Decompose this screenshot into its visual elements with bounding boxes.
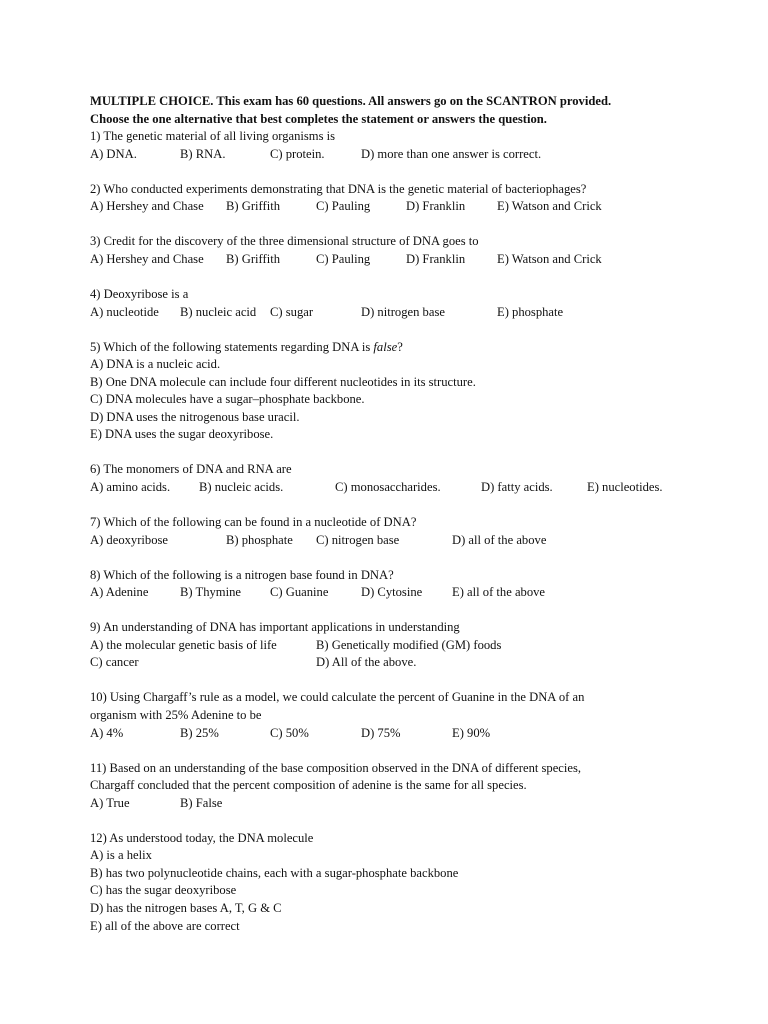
answer-options: [90, 532, 730, 550]
option-a: A) True: [90, 795, 130, 810]
option-c: C) monosaccharides.: [335, 480, 441, 495]
option-d: D) Franklin: [406, 199, 466, 214]
option-b: B) 25%: [180, 725, 219, 740]
answer-options: [90, 198, 730, 216]
option-b: B) Genetically modified (GM) foods: [316, 637, 502, 652]
option-c: C) Pauling: [316, 199, 371, 214]
option-a: A) 4%: [90, 725, 124, 740]
option-e: E) all of the above: [452, 585, 546, 600]
question-stem: 1) The genetic material of all living organisms is: [90, 129, 336, 144]
option-c: C) Pauling: [316, 251, 371, 266]
question-stem: 12) As understood today, the DNA molecule: [90, 830, 314, 845]
option-b: B) One DNA molecule can include four different nucleotides in its structure.: [90, 374, 476, 389]
option-c: C) protein.: [270, 146, 325, 161]
option-b: B) Griffith: [226, 199, 280, 214]
answer-options: [90, 725, 730, 743]
option-e: E) DNA uses the sugar deoxyribose.: [90, 427, 274, 442]
question-stem: 3) Credit for the discovery of the three dimensional structure of DNA goes to: [90, 234, 479, 249]
option-b: B) Thymine: [180, 585, 241, 600]
option-d: D) fatty acids.: [481, 480, 553, 495]
answer-options: [90, 584, 730, 602]
option-d: D) DNA uses the nitrogenous base uracil.: [90, 409, 300, 424]
option-d: D) All of the above.: [316, 655, 417, 670]
option-d: D) has the nitrogen bases A, T, G & C: [90, 901, 282, 916]
option-c: C) has the sugar deoxyribose: [90, 883, 237, 898]
option-a: A) Adenine: [90, 585, 149, 600]
question-stem: 2) Who conducted experiments demonstrating that DNA is the genetic material of bacteriophages?: [90, 181, 587, 196]
option-a: A) Hershey and Chase: [90, 251, 204, 266]
option-b: B) False: [180, 795, 223, 810]
question-2: [90, 181, 730, 216]
answer-options: [90, 304, 730, 322]
answer-options: [90, 795, 730, 813]
option-d: D) all of the above: [452, 532, 547, 547]
exam-page: [90, 93, 730, 935]
question-stem-end: ?: [397, 339, 403, 354]
option-a: A) the molecular genetic basis of life: [90, 637, 277, 652]
question-stem: 9) An understanding of DNA has important applications in understanding: [90, 620, 460, 635]
option-d: D) more than one answer is correct.: [361, 146, 542, 161]
answer-options-row-2: [90, 654, 730, 672]
option-c: C) 50%: [270, 725, 309, 740]
option-a: A) deoxyribose: [90, 532, 168, 547]
exam-instructions-line-2: Choose the one alternative that best completes the statement or answers the question.: [90, 111, 547, 126]
question-stem: [90, 339, 730, 357]
question-5: [90, 339, 730, 445]
question-stem-continued: Chargaff concluded that the percent composition of adenine is the same for all species.: [90, 778, 527, 793]
question-stem-text: 5) Which of the following statements regarding DNA is: [90, 339, 374, 354]
question-stem: 6) The monomers of DNA and RNA are: [90, 462, 292, 477]
option-c: C) Guanine: [270, 585, 329, 600]
option-b: B) phosphate: [226, 532, 293, 547]
option-b: B) RNA.: [180, 146, 226, 161]
option-d: D) Cytosine: [361, 585, 423, 600]
question-stem-continued: organism with 25% Adenine to be: [90, 707, 262, 722]
option-e: E) phosphate: [497, 304, 564, 319]
option-b: B) nucleic acid: [180, 304, 257, 319]
option-e: E) all of the above are correct: [90, 918, 240, 933]
option-a: A) DNA is a nucleic acid.: [90, 357, 221, 372]
exam-instructions-line-1: MULTIPLE CHOICE. This exam has 60 questions. All answers go on the SCANTRON provided.: [90, 94, 612, 108]
option-e: E) Watson and Crick: [497, 199, 602, 214]
option-b: B) Griffith: [226, 251, 280, 266]
option-d: D) nitrogen base: [361, 304, 445, 319]
question-8: [90, 567, 730, 602]
question-3: [90, 233, 730, 268]
option-b: B) has two polynucleotide chains, each with a sugar-phosphate backbone: [90, 865, 459, 880]
option-c: C) DNA molecules have a sugar–phosphate backbone.: [90, 392, 365, 407]
option-a: A) nucleotide: [90, 304, 159, 319]
question-7: [90, 514, 730, 549]
question-stem: 7) Which of the following can be found in a nucleotide of DNA?: [90, 515, 417, 530]
question-stem-emphasis: false: [373, 339, 398, 354]
option-e: E) nucleotides.: [587, 480, 663, 495]
question-stem: 10) Using Chargaff’s rule as a model, we could calculate the percent of Guanine in the DNA of an: [90, 690, 585, 705]
question-4: [90, 286, 730, 321]
option-e: E) 90%: [452, 725, 491, 740]
question-6: [90, 461, 730, 496]
option-a: A) Hershey and Chase: [90, 199, 204, 214]
option-d: D) Franklin: [406, 251, 466, 266]
question-11: [90, 760, 730, 813]
answer-options: [90, 479, 730, 497]
question-10: [90, 689, 730, 742]
option-e: E) Watson and Crick: [497, 251, 602, 266]
option-d: D) 75%: [361, 725, 401, 740]
option-a: A) is a helix: [90, 848, 152, 863]
question-stem: 8) Which of the following is a nitrogen base found in DNA?: [90, 567, 394, 582]
option-c: C) cancer: [90, 655, 139, 670]
question-12: [90, 830, 730, 936]
option-b: B) nucleic acids.: [199, 480, 284, 495]
answer-options: [90, 146, 730, 164]
option-a: A) amino acids.: [90, 480, 171, 495]
question-stem: 11) Based on an understanding of the base composition observed in the DNA of different species,: [90, 760, 582, 775]
question-stem: 4) Deoxyribose is a: [90, 286, 189, 301]
answer-options: [90, 251, 730, 269]
option-c: C) nitrogen base: [316, 532, 400, 547]
option-c: C) sugar: [270, 304, 314, 319]
answer-options-row-1: [90, 637, 730, 655]
question-1: [90, 128, 730, 163]
question-9: [90, 619, 730, 672]
option-a: A) DNA.: [90, 146, 137, 161]
